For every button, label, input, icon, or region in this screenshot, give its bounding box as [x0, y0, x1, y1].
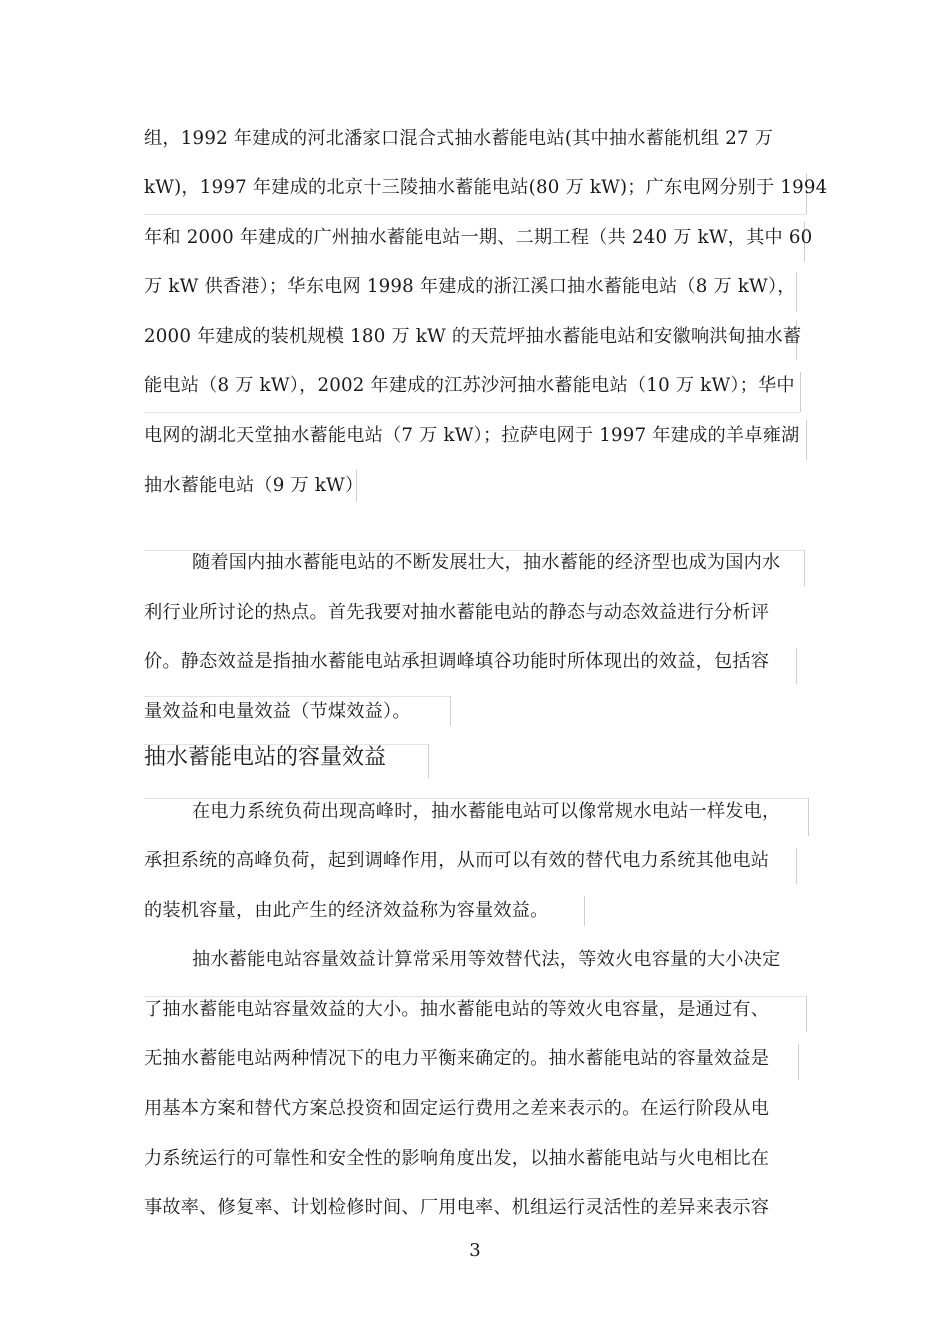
text-line: 抽水蓄能电站容量效益计算常采用等效替代法，等效火电容量的大小决定 — [192, 949, 781, 970]
text-line: 电网的湖北天堂抽水蓄能电站（7 万 kW）；拉萨电网于 1997 年建成的羊卓雍湖 — [144, 425, 800, 446]
border-artifact — [428, 744, 429, 778]
text-line: 价。静态效益是指抽水蓄能电站承担调峰填谷功能时所体现出的效益，包括容 — [144, 651, 770, 672]
text-line: 承担系统的高峰负荷，起到调峰作用，从而可以有效的替代电力系统其他电站 — [144, 850, 770, 871]
text-line: 的装机容量，由此产生的经济效益称为容量效益。 — [144, 900, 549, 921]
text-line: 能电站（8 万 kW），2002 年建成的江苏沙河抽水蓄能电站（10 万 kW）；华中 — [144, 375, 795, 396]
border-artifact — [808, 798, 809, 836]
text-line: 2000 年建成的装机规模 180 万 kW 的天荒坪抽水蓄能电站和安徽响洪甸抽水蓄 — [144, 326, 802, 347]
text-line: 了抽水蓄能电站容量效益的大小。抽水蓄能电站的等效火电容量，是通过有、 — [144, 999, 770, 1020]
text-line: 无抽水蓄能电站两种情况下的电力平衡来确定的。抽水蓄能电站的容量效益是 — [144, 1048, 770, 1069]
text-line: 利行业所讨论的热点。首先我要对抽水蓄能电站的静态与动态效益进行分析评 — [144, 602, 770, 623]
text-line: 力系统运行的可靠性和安全性的影响角度出发，以抽水蓄能电站与火电相比在 — [144, 1148, 770, 1169]
border-artifact — [144, 214, 806, 215]
text-line: 万 kW 供香港）；华东电网 1998 年建成的浙江溪口抽水蓄能电站（8 万 kW）， — [144, 276, 796, 297]
page-number: 3 — [469, 1240, 481, 1261]
border-artifact — [798, 1044, 799, 1080]
border-artifact — [796, 848, 797, 884]
text-line: 在电力系统负荷出现高峰时，抽水蓄能电站可以像常规水电站一样发电， — [192, 801, 781, 822]
text-line: 随着国内抽水蓄能电站的不断发展壮大，抽水蓄能的经济型也成为国内水 — [192, 552, 781, 573]
border-artifact — [804, 550, 805, 586]
border-artifact — [800, 372, 801, 412]
border-artifact — [806, 996, 807, 1032]
border-artifact — [796, 272, 797, 312]
section-heading: 抽水蓄能电站的容量效益 — [144, 745, 387, 770]
border-artifact — [144, 412, 800, 413]
border-artifact — [796, 648, 797, 684]
text-line: 量效益和电量效益（节煤效益）。 — [144, 701, 411, 722]
text-line: 组，1992 年建成的河北潘家口混合式抽水蓄能电站(其中抽水蓄能机组 27 万 — [144, 128, 774, 149]
text-line: 事故率、修复率、计划检修时间、厂用电率、机组运行灵活性的差异来表示容 — [144, 1197, 770, 1218]
border-artifact — [806, 420, 807, 460]
text-line: 用基本方案和替代方案总投资和固定运行费用之差来表示的。在运行阶段从电 — [144, 1098, 770, 1119]
border-artifact — [450, 696, 451, 726]
text-line: kW)，1997 年建成的北京十三陵抽水蓄能电站(80 万 kW)；广东电网分别于 1994 — [144, 177, 828, 198]
border-artifact — [584, 896, 585, 926]
text-line: 年和 2000 年建成的广州抽水蓄能电站一期、二期工程（共 240 万 kW，其中 60 — [144, 227, 813, 248]
text-line: 抽水蓄能电站（9 万 kW） — [144, 475, 364, 496]
